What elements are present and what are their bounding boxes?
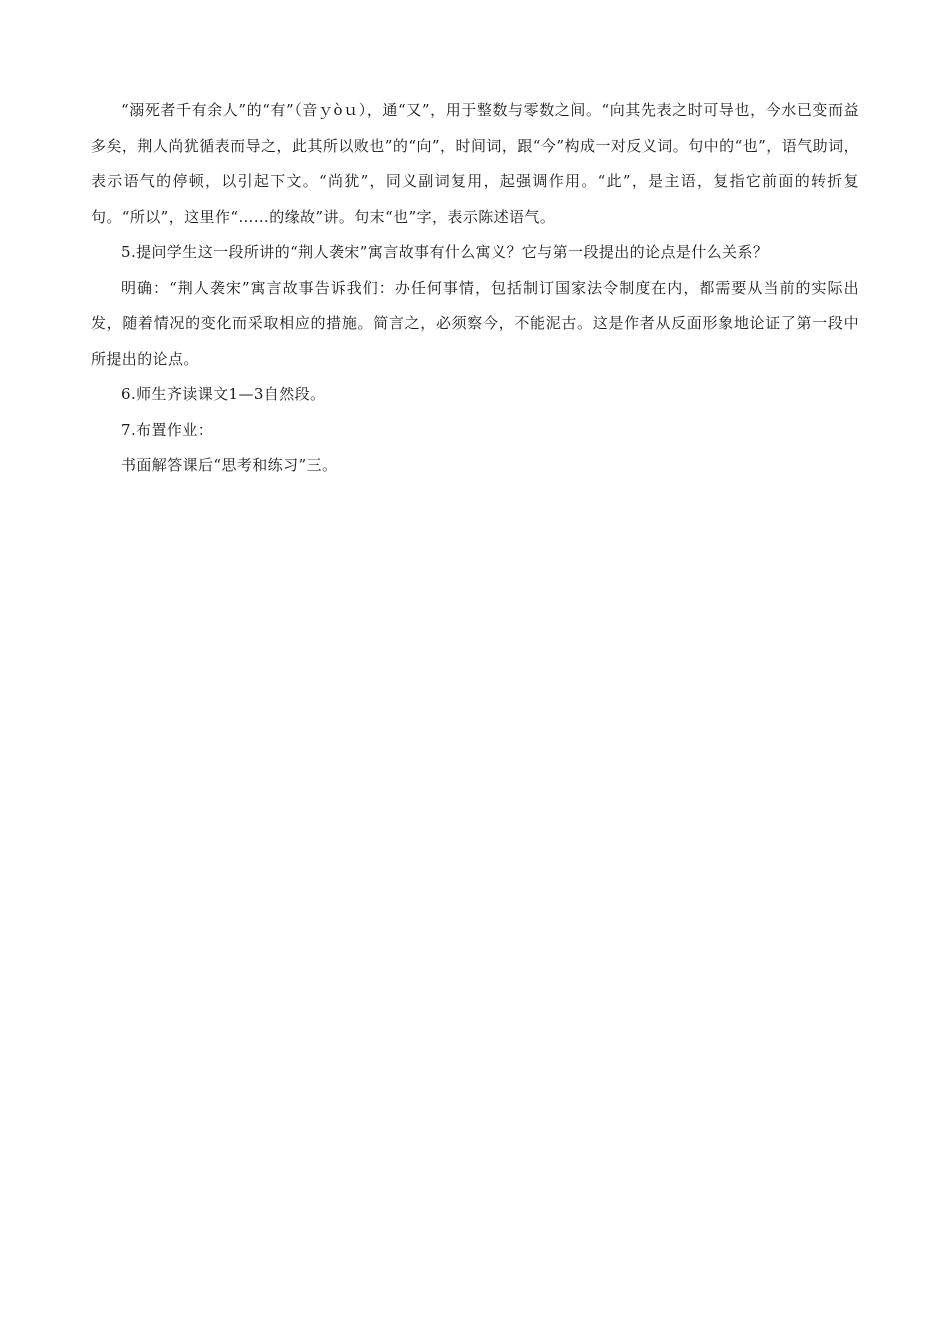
paragraph-answer-5: 明确：“荆人袭宋”寓言故事告诉我们：办任何事情，包括制订国家法令制度在内，都需要从当前的实际出发，随着情况的变化而采取相应的措施。简言之，必须察今，不能泥古。这是作者从反面形象地论证了第一段中所提出的论点。 [91, 278, 859, 368]
paragraph-question-5: 5.提问学生这一段所讲的“荆人袭宋”寓言故事有什么寓义？它与第一段提出的论点是什么关系？ [121, 243, 769, 261]
paragraph-step-7: 7.布置作业： [121, 420, 214, 439]
paragraph-explanation: “溺死者千有余人”的“有”（音ｙòｕ），通“又”，用于整数与零数之间。“向其先表之时可导也，今水已变而益多矣，荆人尚犹循表而导之，此其所以败也”的“向”，时间词，跟“今”构成一对反义词。句中的“也”，语气助词，表示语气的停顿，以引起下文。“尚犹”，同义副词复用，起强调作用。“此”，是主语，复指它前面的转折复句。“所以”，这里作“……的缘故”讲。句末“也”字，表示陈述语气。 [91, 101, 859, 226]
paragraph-homework: 书面解答课后“思考和练习”三。 [121, 456, 338, 474]
document-body [91, 93, 859, 484]
paragraph-step-6: 6.师生齐读课文1—3自然段。 [121, 385, 326, 403]
